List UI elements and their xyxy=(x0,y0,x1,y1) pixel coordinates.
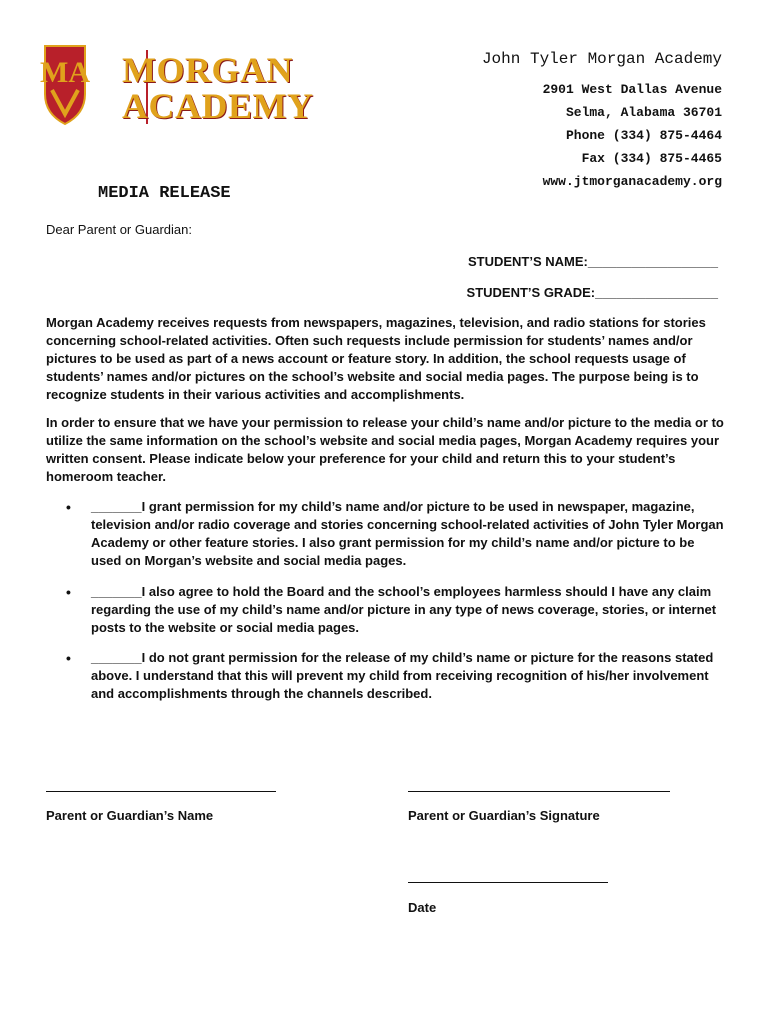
consent-paragraph: In order to ensure that we have your permission to release your child’s name and/or picture to the media or to utilize the same information on the school’s website and social media pages, Morgan Academy requires your written consent. Please indicate below your preference for your child and return this to your student’s homeroom teacher. xyxy=(46,415,724,484)
school-phone: Phone (334) 875-4464 xyxy=(565,128,722,143)
intro-paragraph: Morgan Academy receives requests from newspapers, magazines, television, and radio stations for stories concerning school-related activities. Often such requests include permission for students’ names and/or pictures to be used as part of a news account or feature story. In addition, the school requests usage of students’ names and/or pictures on the school’s website and social media pages. The purpose being is to recognize students in their various activities and accomplishments. xyxy=(46,315,706,402)
option-text: _______I also agree to hold the Board and the school’s employees harmless should I have any claim regarding the use of my child’s name and/or picture in any type of news coverage, stories, or internet posts to the website or social media pages. xyxy=(91,584,717,635)
date-label: Date xyxy=(408,900,437,915)
school-address: 2901 West Dallas Avenue xyxy=(542,82,722,97)
bullet-icon: • xyxy=(66,499,71,515)
greeting: Dear Parent or Guardian: xyxy=(46,222,192,237)
logo-text-academy: ACADEMY xyxy=(122,86,314,126)
school-city: Selma, Alabama 36701 xyxy=(565,105,722,120)
option-text: _______I do not grant permission for the release of my child’s name or picture for the reasons stated above. I understand that this will prevent my child from receiving recognition of his/her involvement and accomplishments through the channels described. xyxy=(91,650,714,701)
school-website: www.jtmorganacademy.org xyxy=(542,174,722,189)
school-name: John Tyler Morgan Academy xyxy=(481,50,722,68)
school-logo xyxy=(40,44,314,130)
option-text: _______I grant permission for my child’s name and/or picture to be used in newspaper, magazine, television and/or radio coverage and stories concerning school-related activities of John Tyler Morgan Academy or other feature stories. I also grant permission for my child’s name and/or picture to be used on Morgan’s website and social media pages. xyxy=(91,499,724,568)
bullet-icon: • xyxy=(66,650,71,666)
school-contact-block xyxy=(482,50,722,193)
student-grade-field[interactable]: STUDENT’S GRADE:_________________ xyxy=(466,285,718,300)
shield-monogram-icon xyxy=(40,44,90,126)
bullet-icon: • xyxy=(66,584,71,600)
logo-monogram: MA xyxy=(40,56,90,89)
guardian-name-label: Parent or Guardian’s Name xyxy=(46,808,214,823)
student-name-field[interactable]: STUDENT’S NAME:__________________ xyxy=(467,254,718,269)
school-fax: Fax (334) 875-4465 xyxy=(581,151,722,166)
document-title: MEDIA RELEASE xyxy=(98,184,231,203)
guardian-name-line[interactable] xyxy=(46,791,276,792)
logo-text-morgan: MORGAN xyxy=(122,50,293,90)
guardian-signature-label: Parent or Guardian’s Signature xyxy=(408,808,600,823)
guardian-signature-line[interactable] xyxy=(408,791,670,792)
date-line[interactable] xyxy=(408,882,608,883)
